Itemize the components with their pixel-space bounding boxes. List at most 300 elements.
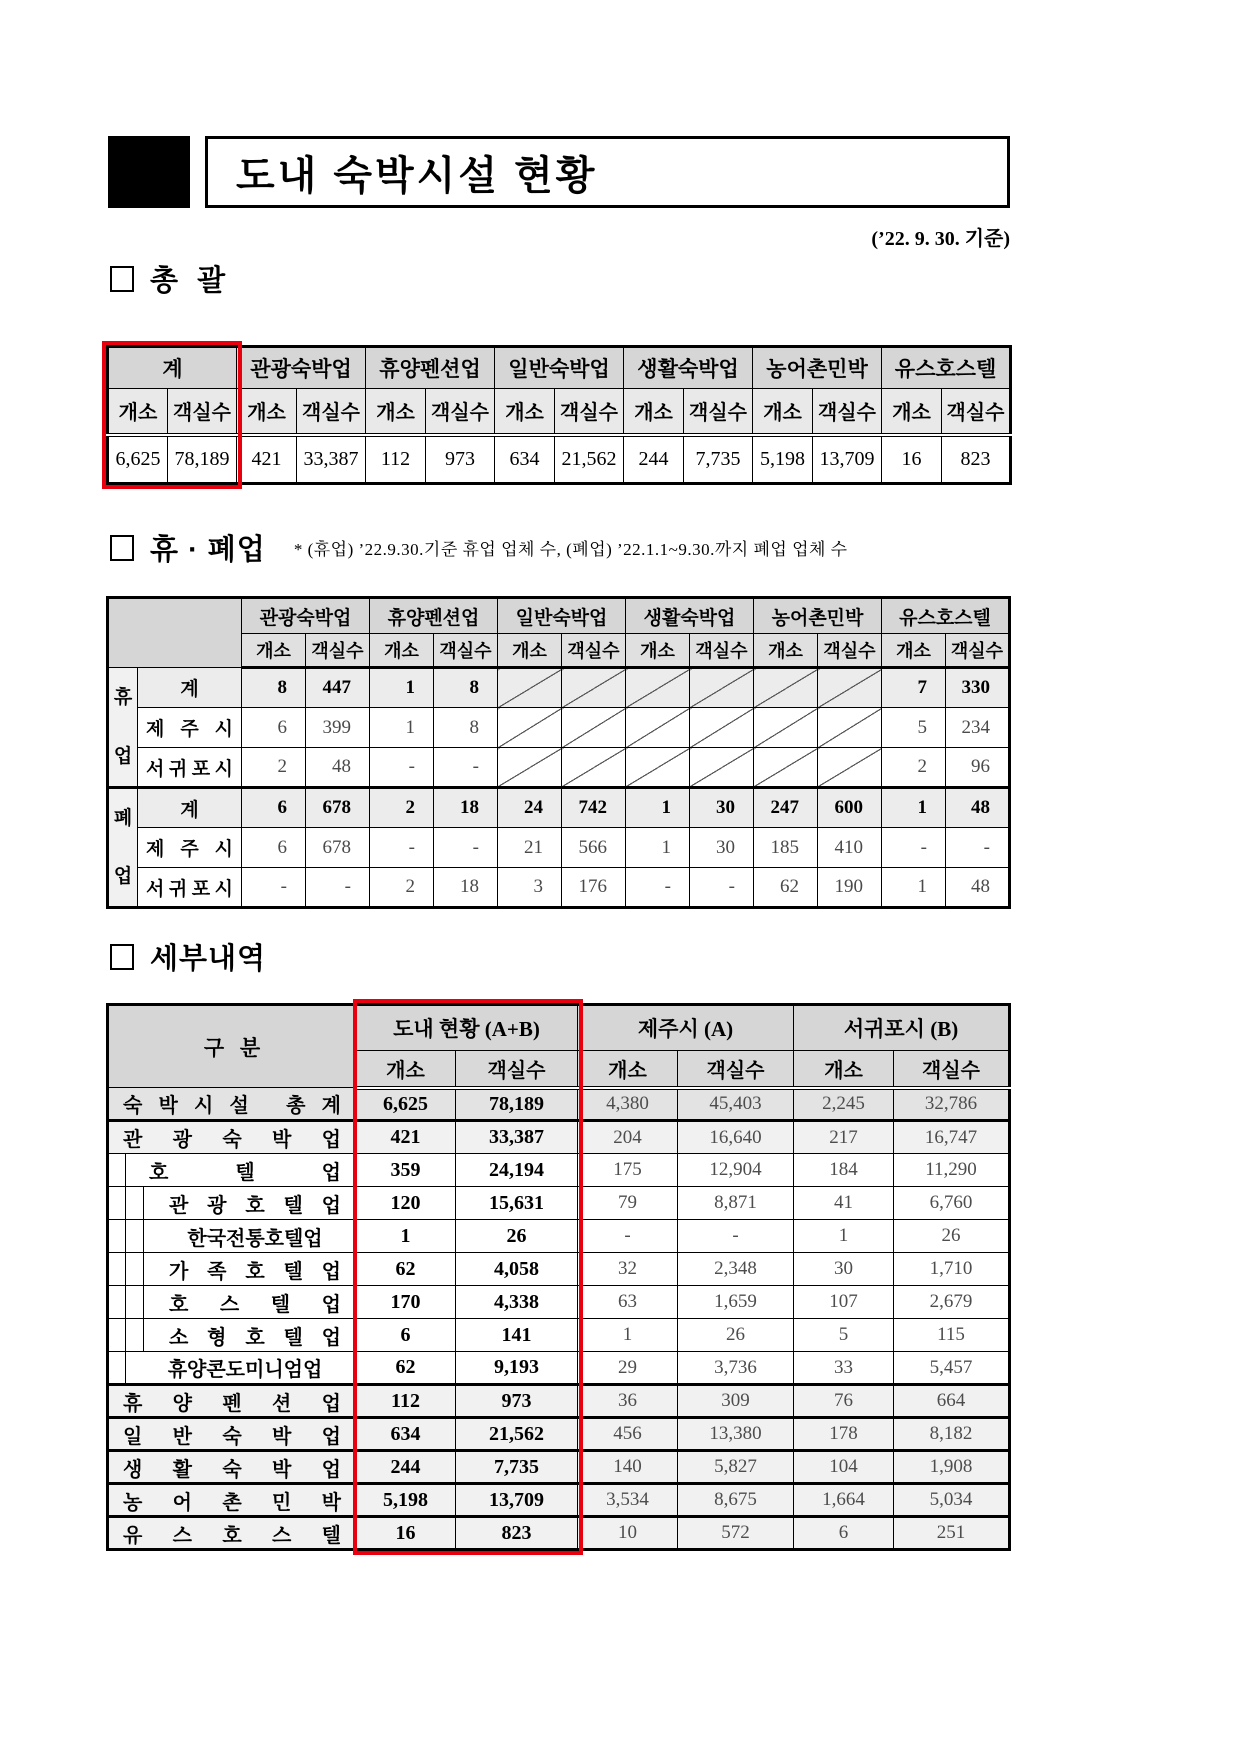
closure-cell: 48 (946, 788, 1010, 828)
label-char: 숙 (123, 1095, 143, 1117)
closure-cell: 185 (754, 828, 818, 868)
detail-cell: 823 (456, 1517, 578, 1550)
overview-cell: 421 (237, 435, 297, 484)
indent-line (143, 1286, 144, 1319)
detail-cell: 10 (578, 1517, 678, 1550)
detail-cell: 2,679 (894, 1286, 1010, 1319)
closure-cell: 2 (370, 788, 434, 828)
detail-cell: 30 (794, 1253, 894, 1286)
region-label-text (146, 874, 233, 901)
count-header: 개소 (242, 634, 306, 668)
detail-cell: 9,193 (456, 1352, 578, 1385)
label-char: 업 (321, 1293, 341, 1316)
closure-cell: 190 (818, 868, 882, 908)
detail-row-label (108, 1484, 356, 1517)
detail-row-label (108, 1352, 356, 1385)
row-label-text: 휴양콘도미니엄업 (167, 1359, 323, 1381)
na-diagonal-cell (626, 708, 690, 748)
label-char: 호 (149, 1161, 169, 1184)
closure-cell: 399 (306, 708, 370, 748)
label-char: 스 (271, 1524, 292, 1547)
label-char: 텔 (270, 1293, 291, 1316)
label-char: 포 (191, 878, 211, 900)
detail-table (106, 1003, 1011, 1551)
closure-cell: - (946, 828, 1010, 868)
closure-cell: - (434, 828, 498, 868)
indent-line (143, 1253, 144, 1286)
table-row (108, 1187, 1010, 1220)
count-header: 개소 (498, 634, 562, 668)
detail-cell: 32 (578, 1253, 678, 1286)
na-diagonal-cell (562, 668, 626, 708)
label-char: 형 (207, 1326, 227, 1349)
label-char: 호 (169, 1293, 189, 1316)
closure-cell: 6 (242, 708, 306, 748)
rooms-header: 객실수 (434, 634, 498, 668)
closure-cell: 5 (882, 708, 946, 748)
na-diagonal-cell (626, 668, 690, 708)
count-header: 개소 (794, 1051, 894, 1088)
detail-cell: 3,534 (578, 1484, 678, 1517)
table-row (108, 1319, 1010, 1352)
na-diagonal-cell (690, 668, 754, 708)
overview-cell: 33,387 (297, 435, 366, 484)
detail-row-label (108, 1418, 356, 1451)
detail-cell: 63 (578, 1286, 678, 1319)
table-row (108, 1484, 1010, 1517)
overview-group-header: 일반숙박업 (495, 347, 624, 389)
count-header: 개소 (754, 634, 818, 668)
label-char: 생 (123, 1458, 143, 1481)
label-char: 업 (321, 1392, 341, 1415)
row-label-text (109, 1485, 355, 1515)
closure-cell: 176 (562, 868, 626, 908)
detail-cell: 13,380 (678, 1418, 794, 1451)
overview-group-header: 관광숙박업 (237, 347, 366, 389)
detail-cell: 112 (356, 1385, 456, 1418)
detail-cell: 115 (894, 1319, 1010, 1352)
label-char: 농 (123, 1491, 143, 1514)
label-char: 관 (123, 1129, 143, 1151)
label-char: 족 (207, 1260, 227, 1283)
row-label-text (109, 1253, 355, 1285)
rooms-header: 객실수 (690, 634, 754, 668)
closure-cell: 234 (946, 708, 1010, 748)
closure-region-label (138, 828, 242, 868)
label-char: 귀 (168, 878, 188, 900)
label-char: 텔 (283, 1326, 303, 1349)
table-row (108, 1286, 1010, 1319)
closure-region-label (138, 788, 242, 828)
label-char: 서 (146, 878, 165, 900)
closure-cell: 1 (370, 708, 434, 748)
detail-row-label (108, 1517, 356, 1550)
row-label-text (109, 1452, 355, 1482)
detail-cell: 5,827 (678, 1451, 794, 1484)
date-note: (’22. 9. 30. 기준) (871, 228, 1010, 250)
detail-cell: 7,735 (456, 1451, 578, 1484)
table-row (108, 1121, 1010, 1154)
label-char: 계 (180, 799, 199, 821)
closure-group-header: 생활숙박업 (626, 598, 754, 634)
table-row (108, 1451, 1010, 1484)
na-diagonal-cell (754, 668, 818, 708)
detail-cell: 33,387 (456, 1121, 578, 1154)
na-diagonal-cell (562, 708, 626, 748)
title-block (108, 136, 1010, 208)
region-label-text (146, 795, 233, 822)
rooms-header: 객실수 (813, 389, 882, 435)
detail-cell: 2,348 (678, 1253, 794, 1286)
label-char: 주 (180, 719, 199, 740)
detail-cell: 359 (356, 1154, 456, 1187)
closure-cell: 2 (370, 868, 434, 908)
label-char: 광 (172, 1129, 192, 1151)
table-row (108, 1005, 1010, 1051)
label-char: 숙 (222, 1129, 242, 1151)
overview-cell: 5,198 (753, 435, 813, 484)
detail-cell: 78,189 (456, 1088, 578, 1121)
detail-cell: 24,194 (456, 1154, 578, 1187)
label-char: 민 (271, 1491, 292, 1514)
closure-cell: 48 (946, 868, 1010, 908)
overview-cell: 823 (942, 435, 1011, 484)
rooms-header: 객실수 (426, 389, 495, 435)
row-label-text (109, 1286, 355, 1318)
square-bullet-icon (110, 535, 134, 561)
detail-cell: 26 (456, 1220, 578, 1253)
label-char: 박 (321, 1491, 341, 1514)
detail-cell: 175 (578, 1154, 678, 1187)
label-char: 제 (146, 719, 165, 740)
table-row (108, 598, 1010, 634)
closure-cell: 1 (626, 828, 690, 868)
overview-cell: 6,625 (108, 435, 168, 484)
closure-cell: - (434, 748, 498, 788)
rooms-header: 객실수 (456, 1051, 578, 1088)
indent-line (143, 1187, 144, 1220)
detail-cell: 16,747 (894, 1121, 1010, 1154)
detail-cell: 456 (578, 1418, 678, 1451)
closure-cell: - (882, 828, 946, 868)
closure-cell: 8 (242, 668, 306, 708)
label-char (265, 1092, 270, 1115)
closure-cell: 1 (882, 788, 946, 828)
na-diagonal-cell (690, 708, 754, 748)
indent-line (125, 1253, 126, 1286)
detail-cell: 634 (356, 1418, 456, 1451)
detail-row-label (108, 1154, 356, 1187)
detail-row-label (108, 1385, 356, 1418)
indent-line (125, 1352, 126, 1385)
closure-cell: 678 (306, 788, 370, 828)
closure-cell: 247 (754, 788, 818, 828)
row-label-text: 한국전통호텔업 (187, 1227, 323, 1250)
title-box (205, 136, 1010, 208)
label-char: 귀 (168, 758, 188, 780)
detail-cell: 79 (578, 1187, 678, 1220)
count-header: 개소 (366, 389, 426, 435)
detail-cell: 973 (456, 1385, 578, 1418)
table-row (108, 748, 1010, 788)
detail-table-wrap (106, 1003, 1008, 1551)
detail-cell: 26 (678, 1319, 794, 1352)
closure-cell: - (370, 828, 434, 868)
rooms-header: 객실수 (946, 634, 1010, 668)
closure-table-wrap (106, 596, 1008, 909)
count-header: 개소 (882, 389, 942, 435)
label-char: 스 (172, 1524, 192, 1547)
detail-cell: 204 (578, 1121, 678, 1154)
label-char: 텔 (235, 1161, 255, 1184)
count-header: 개소 (624, 389, 684, 435)
rooms-header: 객실수 (684, 389, 753, 435)
overview-heading-text: 총 괄 (150, 265, 227, 297)
na-diagonal-cell (562, 748, 626, 788)
label-char: 주 (180, 839, 199, 860)
na-diagonal-cell (498, 708, 562, 748)
section-heading-overview (110, 258, 226, 299)
detail-cell: 1 (356, 1220, 456, 1253)
section-heading-detail (110, 936, 266, 977)
na-diagonal-cell (690, 748, 754, 788)
table-row (108, 788, 1010, 828)
region-label-text (146, 754, 233, 781)
label-char: 텔 (283, 1194, 303, 1217)
detail-cell: 62 (356, 1253, 456, 1286)
table-row (108, 868, 1010, 908)
detail-cell: 1,908 (894, 1451, 1010, 1484)
row-label-text (109, 1122, 355, 1153)
label-char: 시 (214, 719, 233, 740)
detail-heading-text: 세부내역 (150, 943, 267, 975)
detail-cell: 1,664 (794, 1484, 894, 1517)
count-header: 개소 (237, 389, 297, 435)
rooms-header: 객실수 (818, 634, 882, 668)
count-header: 개소 (108, 389, 168, 435)
closure-cell: 1 (882, 868, 946, 908)
detail-row-label (108, 1319, 356, 1352)
closure-cell: 30 (690, 828, 754, 868)
table-row (108, 634, 1010, 668)
detail-cell: 5,198 (356, 1484, 456, 1517)
closure-cell: 48 (306, 748, 370, 788)
detail-cell: 8,675 (678, 1484, 794, 1517)
detail-cell: 141 (456, 1319, 578, 1352)
na-diagonal-cell (818, 668, 882, 708)
table-row (108, 1352, 1010, 1385)
closure-group-header: 유스호스텔 (882, 598, 1010, 634)
closure-cell: 1 (626, 788, 690, 828)
detail-group-header: 제주시 (A) (578, 1005, 794, 1051)
detail-row-label (108, 1451, 356, 1484)
label-char: 광 (207, 1194, 227, 1217)
closure-cell: 21 (498, 828, 562, 868)
overview-cell: 13,709 (813, 435, 882, 484)
detail-cell: 13,709 (456, 1484, 578, 1517)
na-diagonal-cell (818, 748, 882, 788)
detail-cell: 62 (356, 1352, 456, 1385)
overview-table-wrap (106, 345, 1008, 485)
indent-line (125, 1187, 126, 1220)
closure-cell: 6 (242, 788, 306, 828)
row-label-text (109, 1154, 355, 1186)
label-char: 스 (219, 1293, 240, 1316)
section-heading-closure (110, 527, 848, 568)
detail-cell: 6,625 (356, 1088, 456, 1121)
closure-cell: 62 (754, 868, 818, 908)
detail-cell: 33 (794, 1352, 894, 1385)
detail-cell: 2,245 (794, 1088, 894, 1121)
table-row (108, 435, 1011, 484)
closure-cell: 742 (562, 788, 626, 828)
table-row (108, 347, 1011, 389)
detail-cell: 107 (794, 1286, 894, 1319)
square-bullet-icon (110, 266, 134, 292)
overview-cell: 973 (426, 435, 495, 484)
label-char: 업 (321, 1326, 341, 1349)
indent-line (143, 1319, 144, 1352)
indent-line (125, 1286, 126, 1319)
label-char: 시 (214, 878, 233, 900)
na-diagonal-cell (626, 748, 690, 788)
rooms-header: 객실수 (306, 634, 370, 668)
page-title: 도내 숙박시설 현황 (236, 153, 598, 198)
detail-cell: 36 (578, 1385, 678, 1418)
closure-cell: 30 (690, 788, 754, 828)
label-char: 펜 (222, 1392, 242, 1415)
table-row (108, 708, 1010, 748)
rooms-header: 객실수 (562, 634, 626, 668)
closure-cell: 410 (818, 828, 882, 868)
label-char: 호 (245, 1194, 265, 1217)
detail-cell: 4,338 (456, 1286, 578, 1319)
closure-note: * (휴업) ’22.9.30.기준 휴업 업체 수, (폐업) ’22.1.1~9.30.까지 폐업 업체 수 (293, 540, 848, 559)
closure-cell: 330 (946, 668, 1010, 708)
detail-cell: 184 (794, 1154, 894, 1187)
detail-cell: 104 (794, 1451, 894, 1484)
label-char: 호 (245, 1326, 265, 1349)
vertical-label (109, 789, 137, 906)
detail-cell: 3,736 (678, 1352, 794, 1385)
detail-cell: 6 (794, 1517, 894, 1550)
table-row (108, 1253, 1010, 1286)
detail-cell: 178 (794, 1418, 894, 1451)
label-char: 업 (321, 1260, 341, 1283)
label-char: 시 (214, 839, 233, 860)
label-char: 계 (321, 1095, 341, 1117)
closure-cell: 18 (434, 868, 498, 908)
label-char: 박 (271, 1425, 292, 1448)
indent-line (125, 1154, 126, 1187)
count-header: 개소 (495, 389, 555, 435)
detail-cell: 140 (578, 1451, 678, 1484)
detail-cell: 244 (356, 1451, 456, 1484)
detail-cell: 1,710 (894, 1253, 1010, 1286)
detail-cell: 1,659 (678, 1286, 794, 1319)
table-row (108, 1517, 1010, 1550)
detail-cell: 8,871 (678, 1187, 794, 1220)
label-char: 업 (321, 1129, 341, 1151)
table-row (108, 828, 1010, 868)
detail-cell: 76 (794, 1385, 894, 1418)
closure-table (106, 596, 1011, 909)
closure-cell: 3 (498, 868, 562, 908)
count-header: 개소 (882, 634, 946, 668)
table-row (108, 1220, 1010, 1253)
label-char: 호 (222, 1524, 242, 1547)
detail-cell: 8,182 (894, 1418, 1010, 1451)
vertical-label (109, 668, 137, 786)
detail-row-label (108, 1187, 356, 1220)
rooms-header: 객실수 (678, 1051, 794, 1088)
detail-cell: 16,640 (678, 1121, 794, 1154)
label-char: 휴 (113, 687, 133, 708)
detail-cell: 32,786 (894, 1088, 1010, 1121)
detail-group-header: 도내 현황 (A+B) (356, 1005, 578, 1051)
detail-row-label (108, 1253, 356, 1286)
label-char: 일 (123, 1425, 143, 1448)
closure-cell: 8 (434, 668, 498, 708)
label-char: 활 (172, 1458, 192, 1481)
label-char: 박 (158, 1095, 178, 1117)
closure-cell: 600 (818, 788, 882, 828)
closure-cell: - (306, 868, 370, 908)
closure-group-header: 관광숙박업 (242, 598, 370, 634)
detail-cell: 664 (894, 1385, 1010, 1418)
closure-cell: 1 (370, 668, 434, 708)
closure-cell: 678 (306, 828, 370, 868)
closure-cell: - (242, 868, 306, 908)
count-header: 개소 (626, 634, 690, 668)
category-header: 구 분 (108, 1005, 356, 1088)
label-char: 박 (271, 1458, 292, 1481)
detail-cell: 1 (794, 1220, 894, 1253)
closure-cell: 18 (434, 788, 498, 828)
title-black-square (108, 136, 190, 208)
row-label-text (109, 1518, 355, 1548)
detail-cell: 251 (894, 1517, 1010, 1550)
detail-cell: 309 (678, 1385, 794, 1418)
row-label-text (109, 1088, 355, 1119)
overview-cell: 7,735 (684, 435, 753, 484)
detail-cell: 12,904 (678, 1154, 794, 1187)
overview-cell: 21,562 (555, 435, 624, 484)
detail-cell: 29 (578, 1352, 678, 1385)
label-char: 업 (321, 1458, 341, 1481)
label-char: 총 (286, 1095, 306, 1117)
closure-region-label (138, 708, 242, 748)
closure-cell: 447 (306, 668, 370, 708)
square-bullet-icon (110, 944, 134, 970)
detail-cell: 41 (794, 1187, 894, 1220)
detail-row-label (108, 1121, 356, 1154)
label-char: 폐 (113, 807, 133, 829)
closure-group-header: 일반숙박업 (498, 598, 626, 634)
detail-cell: 217 (794, 1121, 894, 1154)
overview-group-header: 계 (108, 347, 237, 389)
label-char: 어 (172, 1491, 192, 1514)
closure-cell: 96 (946, 748, 1010, 788)
label-char: 업 (321, 1194, 341, 1217)
closure-heading-text: 휴 · 폐업 (150, 534, 266, 566)
closure-cell: 566 (562, 828, 626, 868)
detail-cell: 170 (356, 1286, 456, 1319)
label-char: 휴 (123, 1392, 143, 1415)
label-char: 서 (146, 758, 165, 780)
detail-cell: 16 (356, 1517, 456, 1550)
region-label-text (146, 834, 233, 861)
